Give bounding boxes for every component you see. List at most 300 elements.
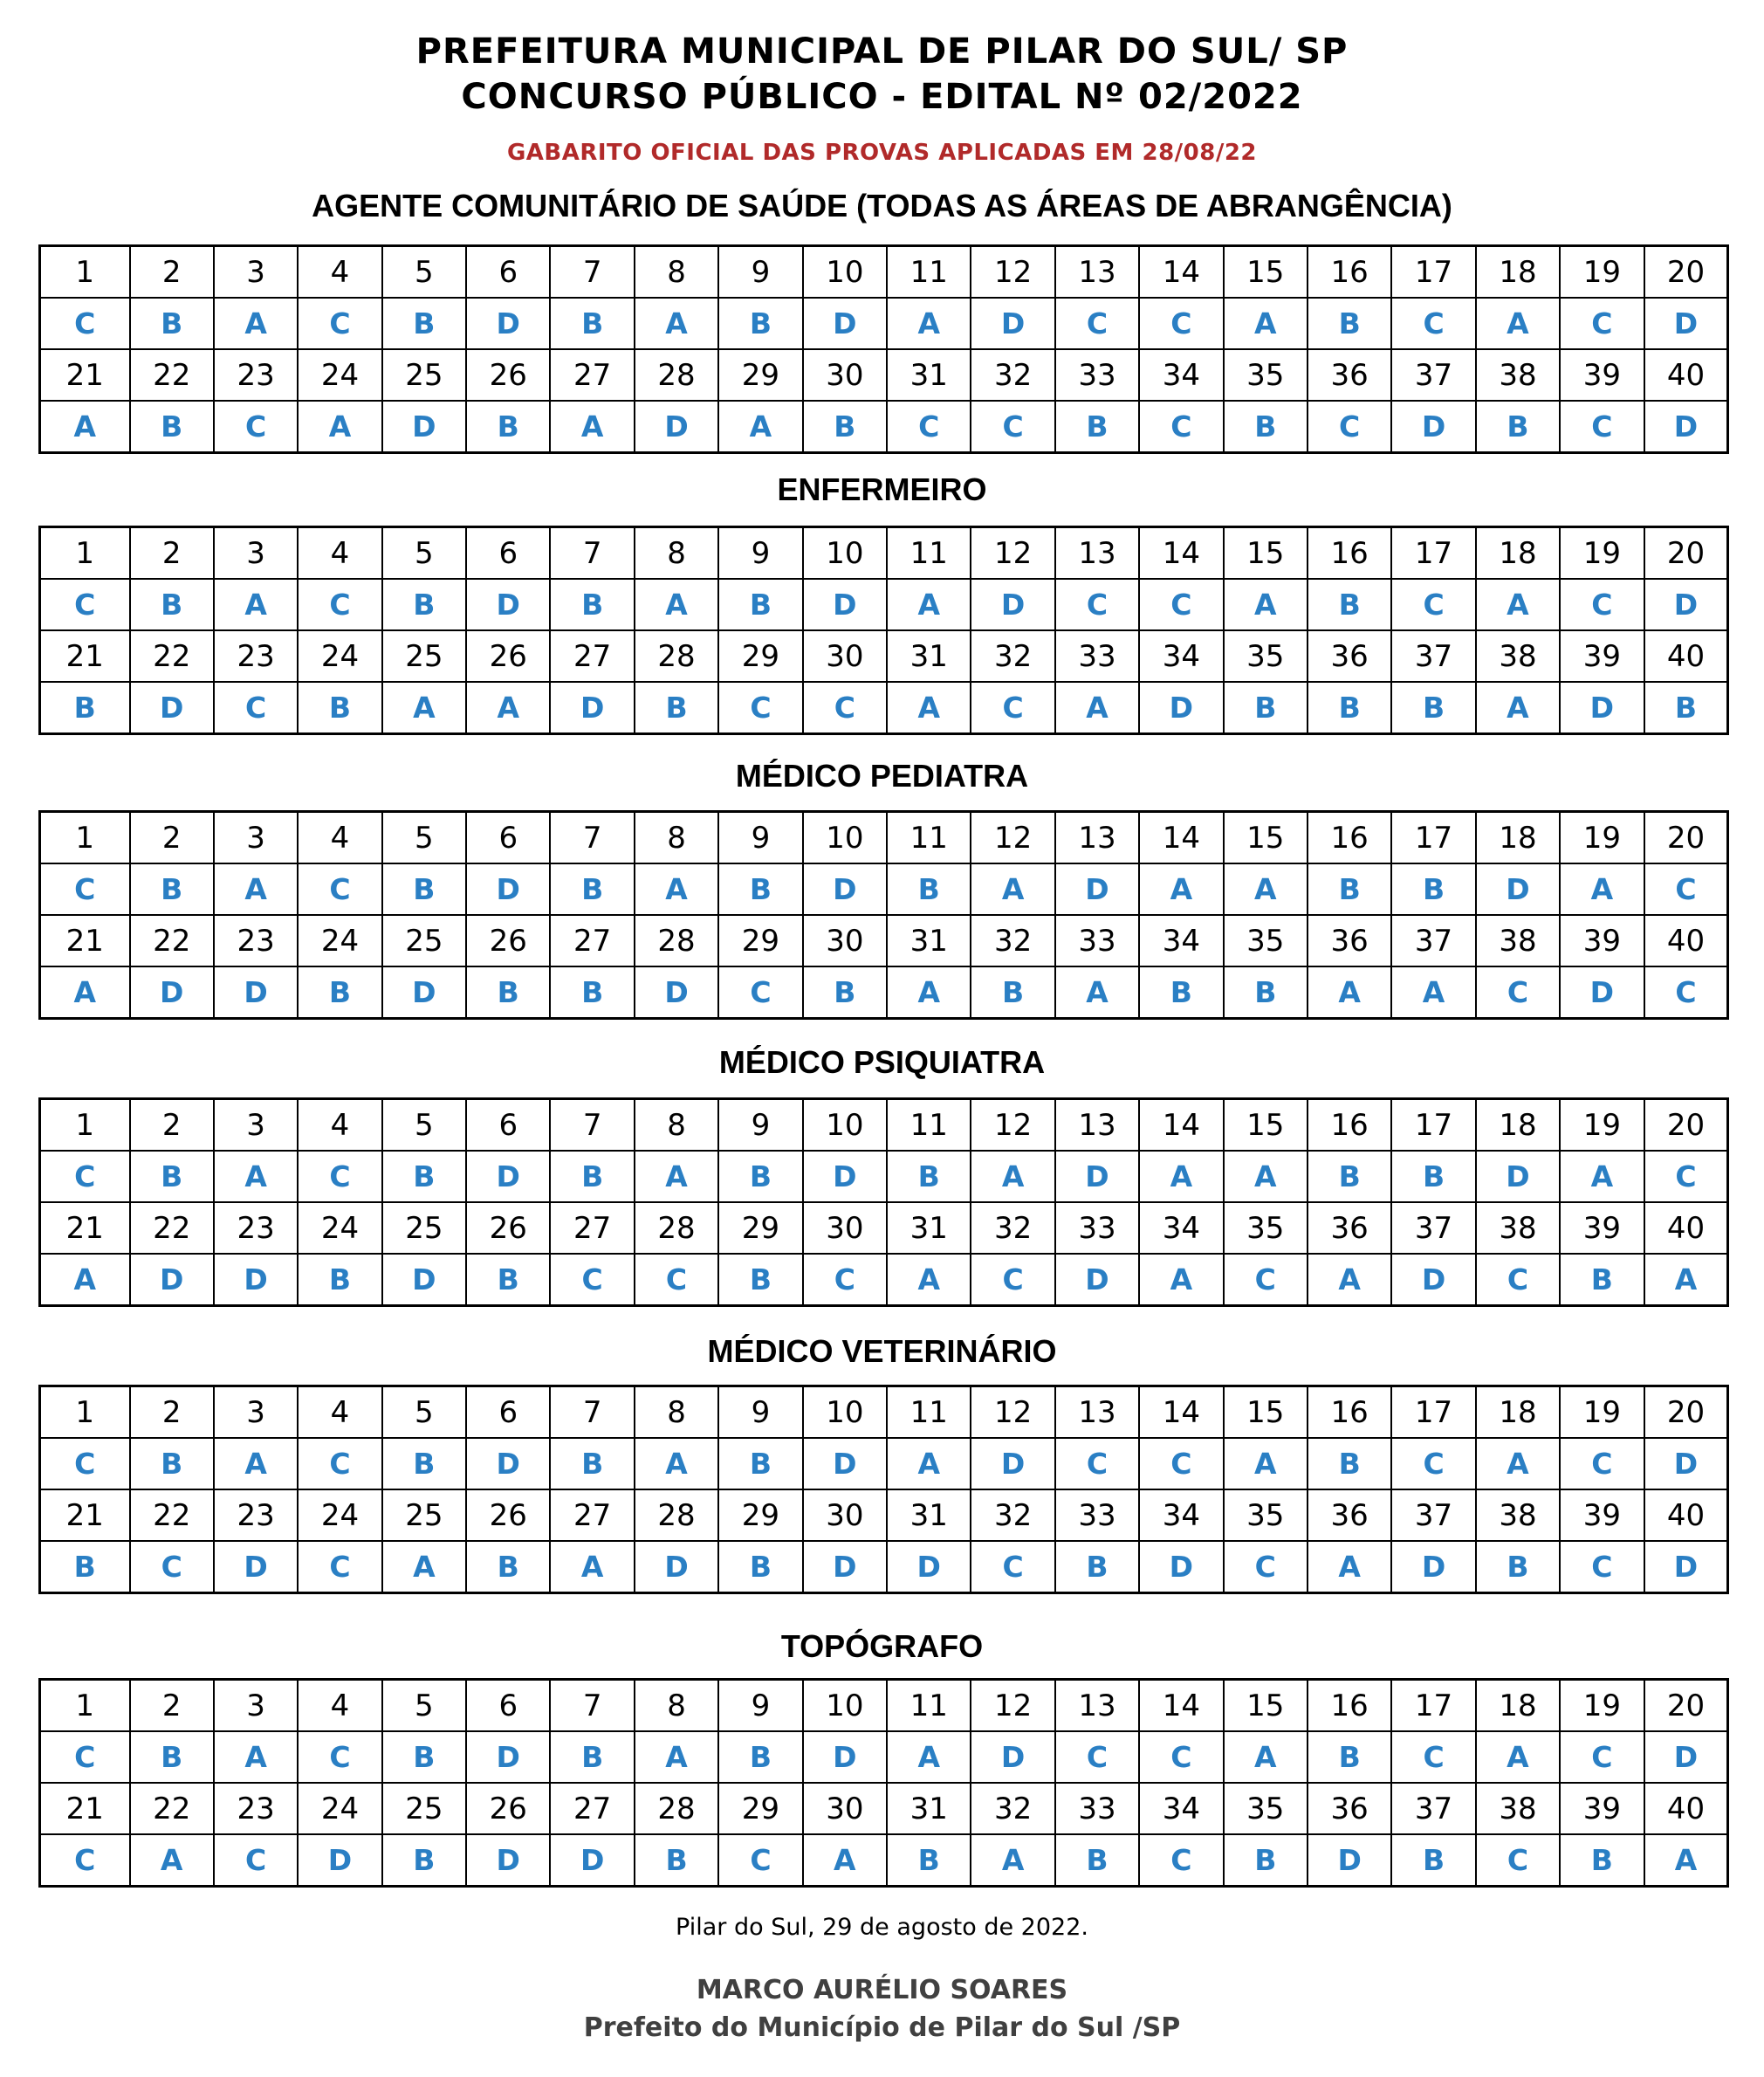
section-title: ENFERMEIRO bbox=[777, 471, 987, 507]
answer-cell: C bbox=[971, 682, 1054, 734]
answer-cell: C bbox=[40, 1731, 130, 1783]
answer-cell: B bbox=[466, 966, 550, 1019]
question-number-cell: 8 bbox=[635, 1386, 718, 1439]
question-number-cell: 16 bbox=[1308, 1099, 1391, 1152]
answer-cell: C bbox=[1055, 579, 1139, 630]
answer-cell: B bbox=[1391, 1834, 1475, 1887]
question-number-cell: 27 bbox=[550, 1489, 634, 1541]
answer-cell: B bbox=[466, 1541, 550, 1593]
answer-cell: C bbox=[1560, 298, 1644, 349]
question-number-cell: 30 bbox=[803, 1489, 887, 1541]
answer-cell: B bbox=[803, 401, 887, 453]
answer-row bbox=[40, 1254, 1728, 1306]
question-number-cell: 28 bbox=[635, 1489, 718, 1541]
question-number-cell: 22 bbox=[130, 349, 214, 401]
question-number-cell: 13 bbox=[1055, 812, 1139, 864]
question-number-cell: 14 bbox=[1139, 527, 1223, 580]
answer-cell: A bbox=[550, 1541, 634, 1593]
answer-cell: B bbox=[550, 1151, 634, 1202]
answer-cell: A bbox=[1224, 1151, 1308, 1202]
question-number-cell: 40 bbox=[1644, 630, 1728, 682]
question-number-cell: 36 bbox=[1308, 349, 1391, 401]
question-number-row bbox=[40, 1783, 1728, 1834]
question-number-cell: 18 bbox=[1476, 812, 1560, 864]
question-number-row bbox=[40, 1680, 1728, 1732]
answer-cell: A bbox=[635, 1731, 718, 1783]
answer-cell: D bbox=[803, 1541, 887, 1593]
answer-cell: D bbox=[550, 682, 634, 734]
question-number-cell: 31 bbox=[887, 630, 971, 682]
answer-cell: C bbox=[1476, 1834, 1560, 1887]
answer-cell: D bbox=[1476, 1151, 1560, 1202]
answer-cell: B bbox=[1224, 966, 1308, 1019]
question-number-cell: 12 bbox=[971, 1386, 1054, 1439]
question-number-cell: 35 bbox=[1224, 349, 1308, 401]
answer-cell: B bbox=[1308, 863, 1391, 915]
answer-cell: C bbox=[1391, 298, 1475, 349]
answer-cell: B bbox=[1560, 1254, 1644, 1306]
answer-cell: B bbox=[1391, 1151, 1475, 1202]
answer-row bbox=[40, 401, 1728, 453]
question-number-cell: 22 bbox=[130, 915, 214, 966]
answer-cell: B bbox=[550, 298, 634, 349]
answer-row bbox=[40, 682, 1728, 734]
answer-cell: D bbox=[803, 1731, 887, 1783]
answer-cell: B bbox=[130, 579, 214, 630]
question-number-cell: 39 bbox=[1560, 349, 1644, 401]
question-number-cell: 21 bbox=[40, 1783, 130, 1834]
section-title: MÉDICO PEDIATRA bbox=[735, 758, 1029, 794]
answer-cell: A bbox=[214, 298, 298, 349]
answer-cell: C bbox=[298, 579, 381, 630]
answer-cell: A bbox=[887, 966, 971, 1019]
question-number-row bbox=[40, 915, 1728, 966]
answer-cell: D bbox=[1644, 1541, 1728, 1593]
answer-cell: A bbox=[214, 579, 298, 630]
question-number-cell: 18 bbox=[1476, 1680, 1560, 1732]
answer-cell: C bbox=[1139, 579, 1223, 630]
answer-cell: D bbox=[1139, 1541, 1223, 1593]
question-number-cell: 26 bbox=[466, 349, 550, 401]
answer-cell: A bbox=[635, 579, 718, 630]
question-number-cell: 27 bbox=[550, 915, 634, 966]
question-number-cell: 26 bbox=[466, 630, 550, 682]
question-number-cell: 28 bbox=[635, 1783, 718, 1834]
answer-cell: B bbox=[718, 1731, 802, 1783]
question-number-cell: 5 bbox=[382, 812, 466, 864]
answer-cell: B bbox=[382, 1151, 466, 1202]
question-number-cell: 3 bbox=[214, 1099, 298, 1152]
answer-cell: C bbox=[1139, 298, 1223, 349]
answer-cell: C bbox=[1139, 1834, 1223, 1887]
question-number-cell: 26 bbox=[466, 1489, 550, 1541]
question-number-cell: 38 bbox=[1476, 630, 1560, 682]
answer-cell: C bbox=[1139, 401, 1223, 453]
question-number-cell: 6 bbox=[466, 1099, 550, 1152]
answer-cell: B bbox=[718, 1254, 802, 1306]
question-number-cell: 8 bbox=[635, 527, 718, 580]
answer-cell: D bbox=[803, 298, 887, 349]
question-number-cell: 30 bbox=[803, 1202, 887, 1254]
question-number-cell: 12 bbox=[971, 527, 1054, 580]
question-number-cell: 20 bbox=[1644, 1680, 1728, 1732]
question-number-cell: 3 bbox=[214, 1680, 298, 1732]
answer-cell: C bbox=[1644, 863, 1728, 915]
question-number-row bbox=[40, 1202, 1728, 1254]
question-number-cell: 28 bbox=[635, 915, 718, 966]
question-number-cell: 19 bbox=[1560, 1680, 1644, 1732]
question-number-cell: 25 bbox=[382, 349, 466, 401]
answer-cell: D bbox=[1139, 682, 1223, 734]
signer-role: Prefeito do Município de Pilar do Sul /SP bbox=[583, 2012, 1181, 2043]
question-number-cell: 27 bbox=[550, 630, 634, 682]
answer-cell: C bbox=[1644, 966, 1728, 1019]
answer-cell: C bbox=[1055, 1731, 1139, 1783]
answer-cell: C bbox=[1391, 579, 1475, 630]
question-number-cell: 11 bbox=[887, 1680, 971, 1732]
answer-cell: D bbox=[1391, 1254, 1475, 1306]
question-number-cell: 2 bbox=[130, 1099, 214, 1152]
answer-cell: C bbox=[40, 579, 130, 630]
answer-row bbox=[40, 579, 1728, 630]
question-number-cell: 1 bbox=[40, 527, 130, 580]
question-number-cell: 32 bbox=[971, 1202, 1054, 1254]
answer-cell: C bbox=[214, 401, 298, 453]
answer-cell: B bbox=[1224, 401, 1308, 453]
question-number-cell: 7 bbox=[550, 1386, 634, 1439]
answer-cell: C bbox=[40, 863, 130, 915]
question-number-cell: 5 bbox=[382, 1680, 466, 1732]
question-number-row bbox=[40, 1099, 1728, 1152]
answer-cell: D bbox=[971, 1438, 1054, 1489]
question-number-cell: 20 bbox=[1644, 812, 1728, 864]
answer-cell: B bbox=[718, 1541, 802, 1593]
question-number-cell: 6 bbox=[466, 1386, 550, 1439]
question-number-cell: 15 bbox=[1224, 527, 1308, 580]
answer-cell: A bbox=[40, 966, 130, 1019]
question-number-cell: 38 bbox=[1476, 1489, 1560, 1541]
question-number-cell: 20 bbox=[1644, 246, 1728, 299]
question-number-cell: 28 bbox=[635, 1202, 718, 1254]
question-number-cell: 35 bbox=[1224, 1489, 1308, 1541]
answer-cell: C bbox=[1055, 298, 1139, 349]
answer-cell: A bbox=[1224, 298, 1308, 349]
answer-cell: D bbox=[971, 298, 1054, 349]
question-number-cell: 16 bbox=[1308, 527, 1391, 580]
answer-row bbox=[40, 863, 1728, 915]
answer-cell: D bbox=[1644, 1438, 1728, 1489]
answer-cell: C bbox=[718, 966, 802, 1019]
question-number-cell: 29 bbox=[718, 1783, 802, 1834]
question-number-cell: 33 bbox=[1055, 349, 1139, 401]
answer-cell: D bbox=[971, 579, 1054, 630]
document-subtitle: CONCURSO PÚBLICO - EDITAL Nº 02/2022 bbox=[461, 77, 1303, 117]
answer-cell: C bbox=[971, 1254, 1054, 1306]
answer-cell: B bbox=[718, 579, 802, 630]
question-number-cell: 10 bbox=[803, 1680, 887, 1732]
question-number-cell: 10 bbox=[803, 527, 887, 580]
answer-key-table bbox=[38, 810, 1729, 1020]
answer-cell: D bbox=[214, 1254, 298, 1306]
answer-cell: D bbox=[887, 1541, 971, 1593]
answer-cell: A bbox=[550, 401, 634, 453]
answer-cell: D bbox=[1055, 863, 1139, 915]
question-number-cell: 17 bbox=[1391, 812, 1475, 864]
question-number-cell: 30 bbox=[803, 915, 887, 966]
answer-cell: A bbox=[971, 1834, 1054, 1887]
answer-cell: D bbox=[130, 682, 214, 734]
answer-cell: D bbox=[214, 966, 298, 1019]
question-number-cell: 30 bbox=[803, 630, 887, 682]
answer-cell: A bbox=[1560, 1151, 1644, 1202]
question-number-cell: 9 bbox=[718, 1680, 802, 1732]
question-number-cell: 10 bbox=[803, 812, 887, 864]
answer-key-table bbox=[38, 244, 1729, 454]
answer-cell: A bbox=[466, 682, 550, 734]
answer-cell: A bbox=[1476, 682, 1560, 734]
question-number-cell: 27 bbox=[550, 1202, 634, 1254]
question-number-cell: 18 bbox=[1476, 1099, 1560, 1152]
answer-cell: C bbox=[971, 1541, 1054, 1593]
question-number-cell: 7 bbox=[550, 1680, 634, 1732]
answer-cell: B bbox=[466, 401, 550, 453]
section-title: MÉDICO PSIQUIATRA bbox=[718, 1044, 1046, 1080]
question-number-row bbox=[40, 527, 1728, 580]
question-number-cell: 31 bbox=[887, 915, 971, 966]
answer-cell: C bbox=[40, 1438, 130, 1489]
question-number-cell: 20 bbox=[1644, 527, 1728, 580]
question-number-cell: 5 bbox=[382, 1099, 466, 1152]
question-number-cell: 31 bbox=[887, 1489, 971, 1541]
question-number-cell: 29 bbox=[718, 349, 802, 401]
question-number-cell: 25 bbox=[382, 630, 466, 682]
question-number-cell: 29 bbox=[718, 915, 802, 966]
answer-cell: A bbox=[214, 1438, 298, 1489]
question-number-cell: 11 bbox=[887, 1386, 971, 1439]
answer-cell: C bbox=[1560, 1438, 1644, 1489]
question-number-cell: 12 bbox=[971, 1680, 1054, 1732]
answer-cell: B bbox=[1308, 579, 1391, 630]
answer-cell: B bbox=[382, 579, 466, 630]
answer-cell: B bbox=[40, 1541, 130, 1593]
answer-cell: D bbox=[1560, 682, 1644, 734]
answer-cell: A bbox=[887, 1254, 971, 1306]
answer-cell: B bbox=[1644, 682, 1728, 734]
answer-cell: D bbox=[1055, 1151, 1139, 1202]
answer-cell: C bbox=[718, 682, 802, 734]
question-number-cell: 34 bbox=[1139, 349, 1223, 401]
answer-cell: D bbox=[1560, 966, 1644, 1019]
answer-cell: B bbox=[1055, 1834, 1139, 1887]
question-number-cell: 40 bbox=[1644, 915, 1728, 966]
question-number-cell: 8 bbox=[635, 1099, 718, 1152]
answer-cell: A bbox=[971, 863, 1054, 915]
question-number-cell: 9 bbox=[718, 812, 802, 864]
question-number-cell: 33 bbox=[1055, 915, 1139, 966]
answer-cell: A bbox=[887, 579, 971, 630]
question-number-cell: 17 bbox=[1391, 1386, 1475, 1439]
question-number-cell: 18 bbox=[1476, 1386, 1560, 1439]
answer-cell: B bbox=[550, 966, 634, 1019]
answer-row bbox=[40, 1731, 1728, 1783]
question-number-cell: 40 bbox=[1644, 349, 1728, 401]
answer-cell: D bbox=[466, 298, 550, 349]
answer-cell: C bbox=[298, 863, 381, 915]
question-number-cell: 16 bbox=[1308, 812, 1391, 864]
answer-cell: A bbox=[1139, 1254, 1223, 1306]
question-number-cell: 1 bbox=[40, 246, 130, 299]
answer-cell: C bbox=[298, 1438, 381, 1489]
question-number-cell: 6 bbox=[466, 812, 550, 864]
answer-cell: C bbox=[718, 1834, 802, 1887]
answer-cell: A bbox=[1644, 1254, 1728, 1306]
answer-cell: D bbox=[971, 1731, 1054, 1783]
answer-row bbox=[40, 1541, 1728, 1593]
question-number-row bbox=[40, 349, 1728, 401]
answer-cell: A bbox=[1308, 966, 1391, 1019]
question-number-cell: 4 bbox=[298, 1099, 381, 1152]
answer-cell: C bbox=[1560, 1731, 1644, 1783]
question-number-cell: 3 bbox=[214, 246, 298, 299]
question-number-cell: 38 bbox=[1476, 915, 1560, 966]
answer-cell: C bbox=[298, 1731, 381, 1783]
answer-cell: D bbox=[550, 1834, 634, 1887]
question-number-cell: 12 bbox=[971, 1099, 1054, 1152]
answer-cell: A bbox=[1476, 1731, 1560, 1783]
question-number-cell: 32 bbox=[971, 1489, 1054, 1541]
answer-cell: A bbox=[40, 401, 130, 453]
answer-cell: B bbox=[635, 682, 718, 734]
answer-cell: A bbox=[887, 1438, 971, 1489]
answer-cell: D bbox=[635, 1541, 718, 1593]
question-number-cell: 13 bbox=[1055, 1099, 1139, 1152]
answer-cell: B bbox=[1308, 1151, 1391, 1202]
question-number-cell: 15 bbox=[1224, 1386, 1308, 1439]
answer-cell: C bbox=[214, 682, 298, 734]
question-number-cell: 34 bbox=[1139, 915, 1223, 966]
answer-cell: D bbox=[382, 401, 466, 453]
question-number-cell: 36 bbox=[1308, 630, 1391, 682]
answer-cell: C bbox=[40, 1834, 130, 1887]
question-number-cell: 27 bbox=[550, 349, 634, 401]
question-number-cell: 33 bbox=[1055, 1489, 1139, 1541]
answer-cell: D bbox=[466, 1834, 550, 1887]
question-number-cell: 14 bbox=[1139, 1386, 1223, 1439]
answer-cell: A bbox=[1476, 1438, 1560, 1489]
question-number-cell: 5 bbox=[382, 527, 466, 580]
answer-cell: D bbox=[1644, 298, 1728, 349]
question-number-cell: 17 bbox=[1391, 246, 1475, 299]
question-number-cell: 20 bbox=[1644, 1099, 1728, 1152]
answer-key-table bbox=[38, 1678, 1729, 1888]
question-number-cell: 34 bbox=[1139, 1202, 1223, 1254]
question-number-cell: 22 bbox=[130, 1489, 214, 1541]
question-number-cell: 10 bbox=[803, 1386, 887, 1439]
answer-cell: B bbox=[887, 1834, 971, 1887]
answer-cell: A bbox=[1139, 863, 1223, 915]
question-number-cell: 20 bbox=[1644, 1386, 1728, 1439]
answer-cell: C bbox=[1560, 401, 1644, 453]
answer-cell: A bbox=[718, 401, 802, 453]
answer-cell: B bbox=[550, 579, 634, 630]
answer-cell: C bbox=[1055, 1438, 1139, 1489]
answer-cell: B bbox=[382, 298, 466, 349]
question-number-cell: 2 bbox=[130, 246, 214, 299]
question-number-cell: 30 bbox=[803, 1783, 887, 1834]
question-number-cell: 33 bbox=[1055, 630, 1139, 682]
question-number-cell: 32 bbox=[971, 1783, 1054, 1834]
section-title: MÉDICO VETERINÁRIO bbox=[707, 1333, 1057, 1369]
question-number-cell: 7 bbox=[550, 1099, 634, 1152]
question-number-cell: 34 bbox=[1139, 1489, 1223, 1541]
answer-cell: C bbox=[1308, 401, 1391, 453]
question-number-cell: 32 bbox=[971, 915, 1054, 966]
answer-row bbox=[40, 1834, 1728, 1887]
answer-cell: C bbox=[1644, 1151, 1728, 1202]
answer-row bbox=[40, 966, 1728, 1019]
question-number-row bbox=[40, 1489, 1728, 1541]
answer-cell: B bbox=[718, 298, 802, 349]
question-number-cell: 18 bbox=[1476, 246, 1560, 299]
question-number-cell: 10 bbox=[803, 246, 887, 299]
question-number-cell: 16 bbox=[1308, 1680, 1391, 1732]
question-number-cell: 24 bbox=[298, 630, 381, 682]
answer-cell: A bbox=[298, 401, 381, 453]
answer-cell: B bbox=[1139, 966, 1223, 1019]
question-number-row bbox=[40, 1386, 1728, 1439]
answer-cell: B bbox=[1224, 682, 1308, 734]
answer-cell: A bbox=[1224, 579, 1308, 630]
question-number-cell: 2 bbox=[130, 812, 214, 864]
answer-cell: D bbox=[466, 863, 550, 915]
question-number-cell: 10 bbox=[803, 1099, 887, 1152]
question-number-cell: 35 bbox=[1224, 915, 1308, 966]
answer-cell: B bbox=[130, 298, 214, 349]
question-number-cell: 9 bbox=[718, 527, 802, 580]
answer-cell: A bbox=[214, 863, 298, 915]
question-number-cell: 4 bbox=[298, 527, 381, 580]
answer-cell: D bbox=[1055, 1254, 1139, 1306]
answer-cell: D bbox=[1644, 579, 1728, 630]
question-number-cell: 25 bbox=[382, 915, 466, 966]
question-number-cell: 2 bbox=[130, 1680, 214, 1732]
answer-cell: D bbox=[635, 966, 718, 1019]
question-number-cell: 3 bbox=[214, 1386, 298, 1439]
answer-cell: A bbox=[887, 1731, 971, 1783]
answer-cell: A bbox=[1308, 1254, 1391, 1306]
answer-cell: B bbox=[635, 1834, 718, 1887]
question-number-cell: 25 bbox=[382, 1202, 466, 1254]
question-number-cell: 38 bbox=[1476, 349, 1560, 401]
question-number-cell: 25 bbox=[382, 1489, 466, 1541]
answer-cell: B bbox=[1308, 682, 1391, 734]
answer-cell: D bbox=[803, 579, 887, 630]
answer-cell: D bbox=[382, 966, 466, 1019]
answer-cell: D bbox=[1476, 863, 1560, 915]
question-number-cell: 24 bbox=[298, 915, 381, 966]
answer-cell: D bbox=[214, 1541, 298, 1593]
question-number-cell: 40 bbox=[1644, 1202, 1728, 1254]
answer-cell: A bbox=[635, 1438, 718, 1489]
question-number-cell: 36 bbox=[1308, 1202, 1391, 1254]
answer-cell: B bbox=[971, 966, 1054, 1019]
question-number-cell: 23 bbox=[214, 349, 298, 401]
question-number-cell: 27 bbox=[550, 1783, 634, 1834]
answer-cell: C bbox=[1139, 1438, 1223, 1489]
question-number-cell: 11 bbox=[887, 527, 971, 580]
question-number-cell: 5 bbox=[382, 1386, 466, 1439]
answer-cell: D bbox=[1308, 1834, 1391, 1887]
